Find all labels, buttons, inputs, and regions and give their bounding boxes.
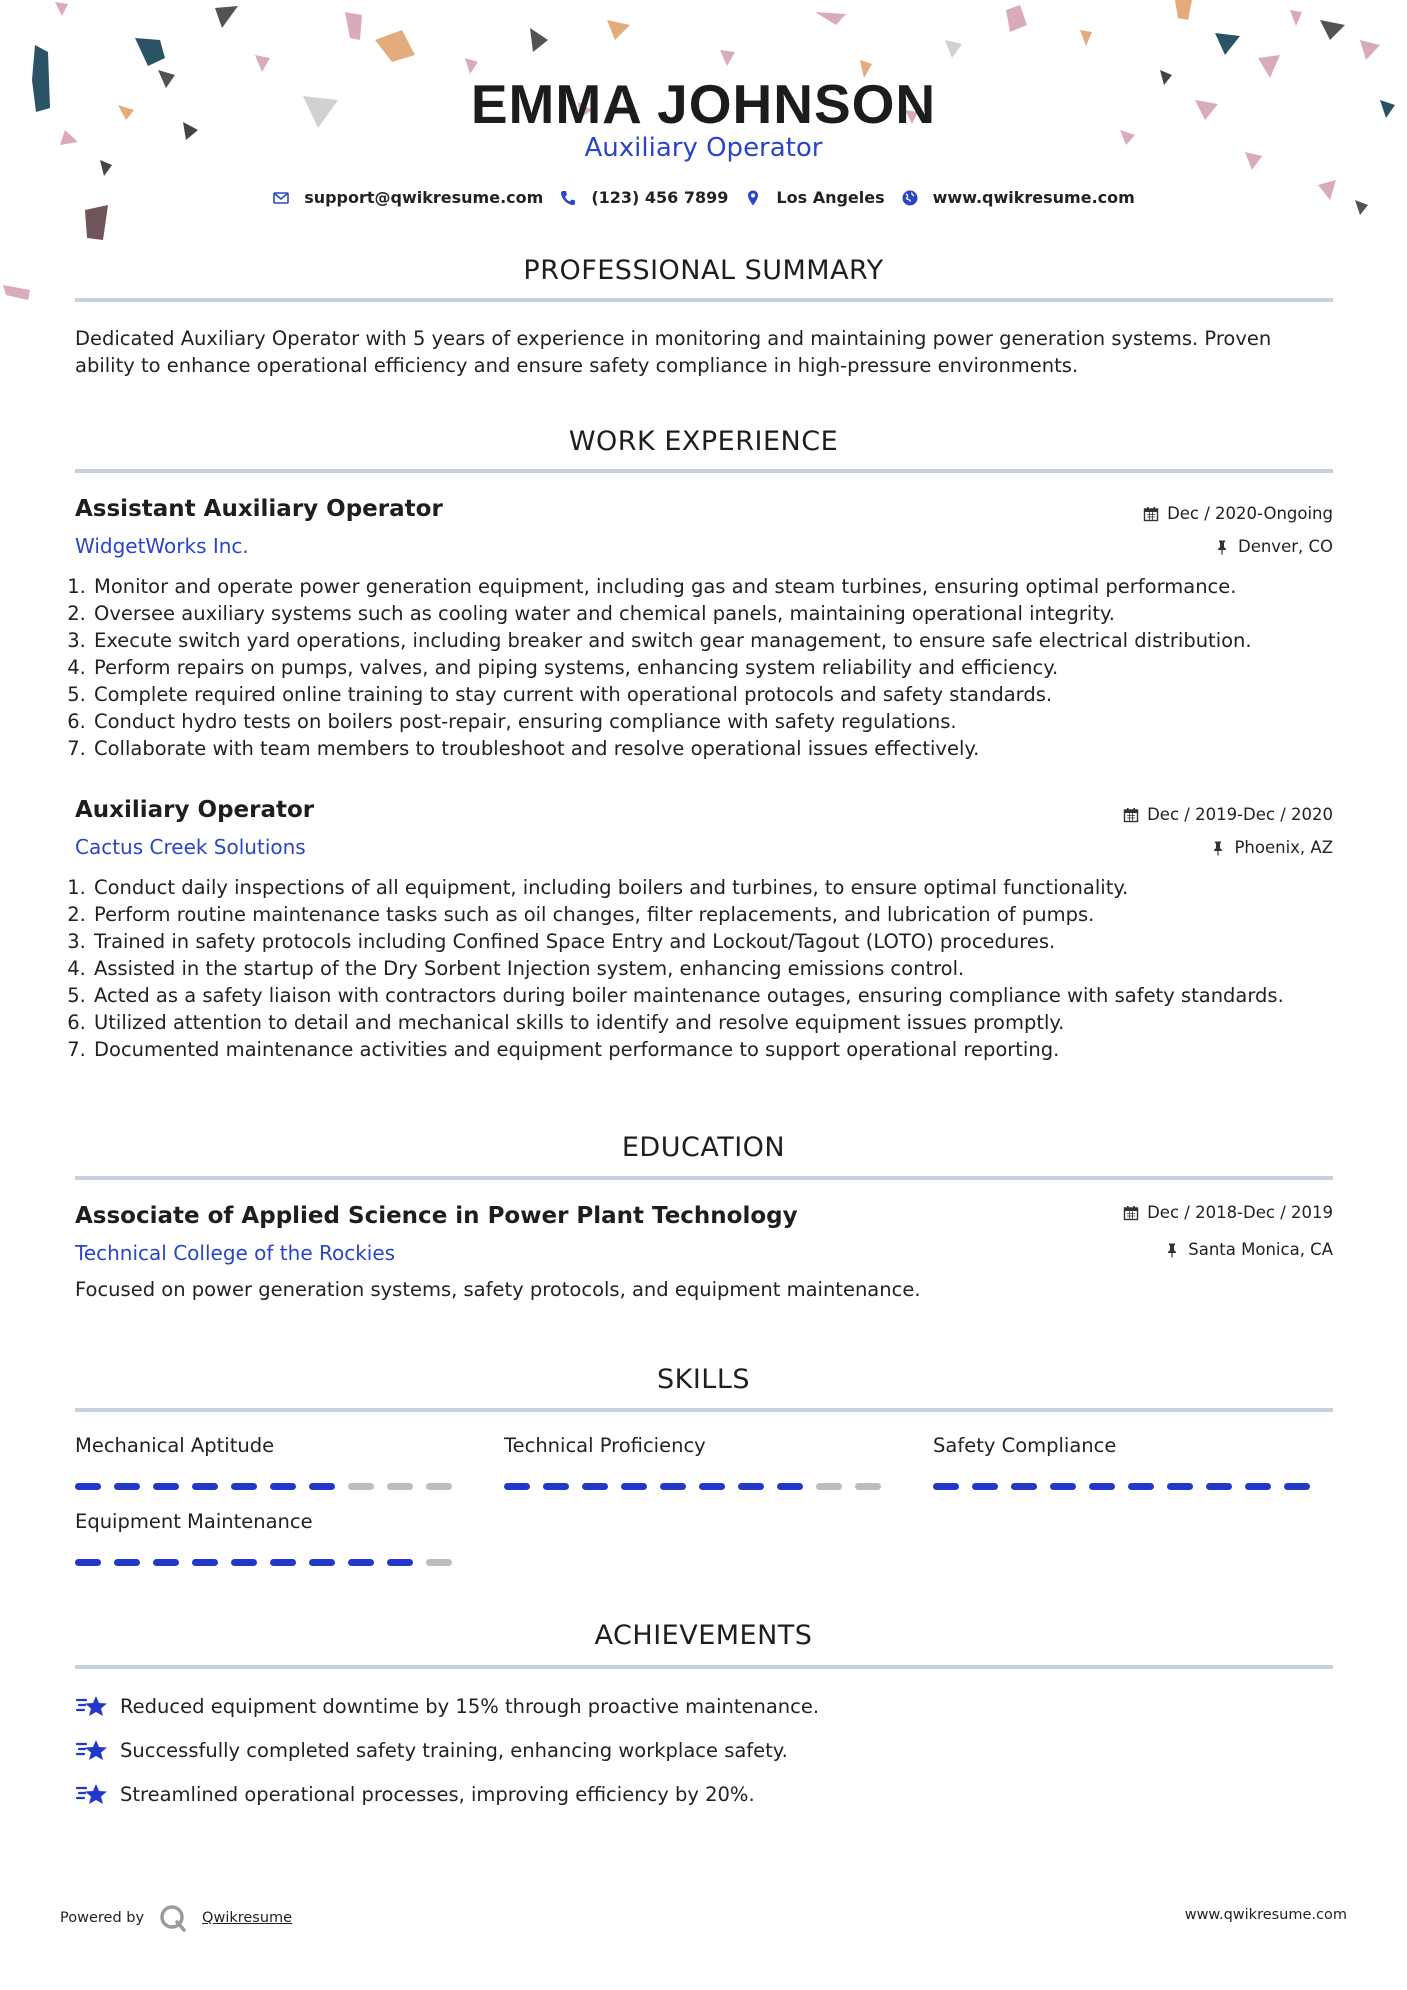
achievements-heading: ACHIEVEMENTS — [594, 1620, 813, 1651]
summary-text: Dedicated Auxiliary Operator with 5 years of experience in monitoring and maintaining power generation systems. Proven ability to enhance operational efficiency and ensure safety compliance in high-pressure environments. — [75, 327, 1272, 377]
education-dates — [1123, 1203, 1333, 1222]
skill-segment-filled — [1011, 1483, 1037, 1490]
skill-name: Equipment Maintenance — [75, 1510, 313, 1533]
skill-segment-filled — [972, 1483, 998, 1490]
education-location — [1164, 1240, 1333, 1259]
skill-name: Safety Compliance — [933, 1434, 1117, 1457]
skill-segment-filled — [1089, 1483, 1115, 1490]
pushpin-icon — [1214, 539, 1230, 555]
skill-segment-filled — [660, 1483, 686, 1490]
skill-segment-filled — [699, 1483, 725, 1490]
pushpin-icon — [1210, 840, 1226, 856]
job-location-text: Denver, CO — [1237, 537, 1333, 556]
calendar-icon — [1123, 807, 1139, 823]
footer-site-link[interactable]: www.qwikresume.com — [1184, 1907, 1347, 1923]
skill-name: Technical Proficiency — [504, 1434, 706, 1457]
phone-icon — [559, 189, 577, 207]
skill-segment-filled — [738, 1483, 764, 1490]
contact-phone[interactable] — [559, 188, 728, 207]
achievement-item — [75, 1780, 755, 1808]
job-bullets — [70, 573, 1332, 762]
education-dates-text: Dec / 2018-Dec / 2019 — [1147, 1203, 1333, 1222]
job-dates — [1123, 805, 1333, 824]
job-company: WidgetWorks Inc. — [75, 534, 249, 558]
bullet-item: 7. Documented maintenance activities and equipment performance to support operational reporting. — [92, 1036, 1332, 1063]
bullet-item: 6. Utilized attention to detail and mechanical skills to identify and resolve equipment issues promptly. — [92, 1009, 1332, 1036]
skill-segment-empty — [387, 1483, 413, 1490]
bullet-item: 4. Assisted in the startup of the Dry Sorbent Injection system, enhancing emissions control. — [92, 955, 1332, 982]
job-role: Assistant Auxiliary Operator — [75, 496, 443, 522]
shooting-star-icon — [75, 1736, 108, 1764]
summary-heading: PROFESSIONAL SUMMARY — [523, 255, 884, 286]
skill-segment-filled — [1128, 1483, 1154, 1490]
bullet-item: 1. Conduct daily inspections of all equipment, including boilers and turbines, to ensure optimal functionality. — [92, 874, 1332, 901]
globe-icon — [901, 189, 919, 207]
email-text: support@qwikresume.com — [304, 188, 544, 207]
skill-bar — [75, 1483, 452, 1490]
achievements-divider — [75, 1665, 1333, 1669]
calendar-icon — [1143, 506, 1159, 522]
job-dates-text: Dec / 2019-Dec / 2020 — [1147, 805, 1333, 824]
skill-segment-filled — [387, 1559, 413, 1566]
calendar-icon — [1123, 1205, 1139, 1221]
experience-divider — [75, 469, 1333, 473]
contact-website[interactable] — [901, 188, 1135, 207]
bullet-item: 4. Perform repairs on pumps, valves, and piping systems, enhancing system reliability and efficiency. — [92, 654, 1332, 681]
skill-segment-empty — [816, 1483, 842, 1490]
skill-segment-filled — [543, 1483, 569, 1490]
bullet-item: 5. Complete required online training to stay current with operational protocols and safety standards. — [92, 681, 1332, 708]
experience-heading: WORK EXPERIENCE — [568, 426, 839, 457]
footer-powered — [60, 1903, 292, 1933]
candidate-title: Auxiliary Operator — [584, 133, 823, 163]
bullet-item: 5. Acted as a safety liaison with contractors during boiler maintenance outages, ensuring compliance with safety standards. — [92, 982, 1332, 1009]
skill-segment-filled — [231, 1483, 257, 1490]
skill-segment-filled — [153, 1559, 179, 1566]
skill-segment-filled — [192, 1559, 218, 1566]
skill-segment-filled — [114, 1483, 140, 1490]
job-location — [1214, 537, 1333, 556]
bullet-item: 7. Collaborate with team members to troubleshoot and resolve operational issues effectively. — [92, 735, 1332, 762]
pushpin-icon — [1164, 1242, 1180, 1258]
achievement-item — [75, 1692, 819, 1720]
job-company: Cactus Creek Solutions — [75, 835, 306, 859]
skill-bar — [504, 1483, 881, 1490]
skill-segment-empty — [855, 1483, 881, 1490]
bullet-item: 3. Trained in safety protocols including Confined Space Entry and Lockout/Tagout (LOTO) procedures. — [92, 928, 1332, 955]
education-location-text: Santa Monica, CA — [1188, 1240, 1333, 1259]
skill-bar — [75, 1559, 452, 1566]
skill-segment-empty — [348, 1483, 374, 1490]
envelope-icon — [272, 189, 290, 207]
skill-segment-filled — [777, 1483, 803, 1490]
skill-segment-filled — [75, 1559, 101, 1566]
education-school: Technical College of the Rockies — [75, 1241, 396, 1265]
map-pin-icon — [744, 189, 762, 207]
skill-segment-filled — [504, 1483, 530, 1490]
skill-segment-filled — [1206, 1483, 1232, 1490]
skill-segment-filled — [1284, 1483, 1310, 1490]
job-dates — [1143, 504, 1333, 523]
skill-segment-empty — [426, 1483, 452, 1490]
skill-segment-filled — [1050, 1483, 1076, 1490]
shooting-star-icon — [75, 1692, 108, 1720]
skill-segment-filled — [309, 1483, 335, 1490]
skill-segment-filled — [1167, 1483, 1193, 1490]
achievement-item — [75, 1736, 788, 1764]
achievement-text: Successfully completed safety training, enhancing workplace safety. — [120, 1738, 788, 1762]
skill-segment-filled — [270, 1559, 296, 1566]
education-divider — [75, 1176, 1333, 1180]
job-dates-text: Dec / 2020-Ongoing — [1167, 504, 1333, 523]
website-text: www.qwikresume.com — [932, 188, 1135, 207]
phone-text: (123) 456 7899 — [591, 188, 729, 207]
powered-by-label: Powered by — [60, 1910, 145, 1926]
skill-name: Mechanical Aptitude — [75, 1434, 275, 1457]
contact-bar — [0, 188, 1407, 207]
skill-segment-filled — [621, 1483, 647, 1490]
skill-segment-filled — [75, 1483, 101, 1490]
skill-segment-filled — [933, 1483, 959, 1490]
bullet-item: 1. Monitor and operate power generation equipment, including gas and steam turbines, ensuring optimal performance. — [92, 573, 1332, 600]
skill-segment-filled — [309, 1559, 335, 1566]
candidate-name: EMMA JOHNSON — [470, 73, 937, 135]
skill-segment-filled — [153, 1483, 179, 1490]
qwikresume-logo-icon — [158, 1903, 188, 1933]
job-role: Auxiliary Operator — [75, 797, 315, 823]
bullet-item: 2. Oversee auxiliary systems such as cooling water and chemical panels, maintaining operational integrity. — [92, 600, 1332, 627]
skill-segment-filled — [270, 1483, 296, 1490]
achievement-text: Reduced equipment downtime by 15% through proactive maintenance. — [120, 1694, 820, 1718]
job-location — [1210, 838, 1333, 857]
skill-segment-filled — [1245, 1483, 1271, 1490]
skill-segment-filled — [582, 1483, 608, 1490]
location-text: Los Angeles — [776, 188, 885, 207]
skill-segment-filled — [114, 1559, 140, 1566]
bullet-item: 3. Execute switch yard operations, including breaker and switch gear management, to ensure safe electrical distribution. — [92, 627, 1332, 654]
contact-email[interactable] — [272, 188, 543, 207]
education-degree: Associate of Applied Science in Power Plant Technology — [75, 1203, 798, 1229]
summary-divider — [75, 298, 1333, 302]
job-bullets — [70, 874, 1332, 1063]
skills-heading: SKILLS — [656, 1364, 751, 1395]
footer-brand-link[interactable]: Qwikresume — [202, 1910, 293, 1926]
bullet-item: 6. Conduct hydro tests on boilers post-repair, ensuring compliance with safety regulations. — [92, 708, 1332, 735]
skill-segment-filled — [231, 1559, 257, 1566]
achievement-text: Streamlined operational processes, improving efficiency by 20%. — [120, 1782, 755, 1806]
skill-bar — [933, 1483, 1310, 1490]
skills-divider — [75, 1408, 1333, 1412]
job-location-text: Phoenix, AZ — [1234, 838, 1333, 857]
bullet-item: 2. Perform routine maintenance tasks such as oil changes, filter replacements, and lubrication of pumps. — [92, 901, 1332, 928]
contact-location — [744, 188, 884, 207]
skill-segment-empty — [426, 1559, 452, 1566]
education-description: Focused on power generation systems, safety protocols, and equipment maintenance. — [75, 1278, 921, 1301]
education-heading: EDUCATION — [621, 1132, 786, 1163]
skill-segment-filled — [348, 1559, 374, 1566]
skill-segment-filled — [192, 1483, 218, 1490]
shooting-star-icon — [75, 1780, 108, 1808]
